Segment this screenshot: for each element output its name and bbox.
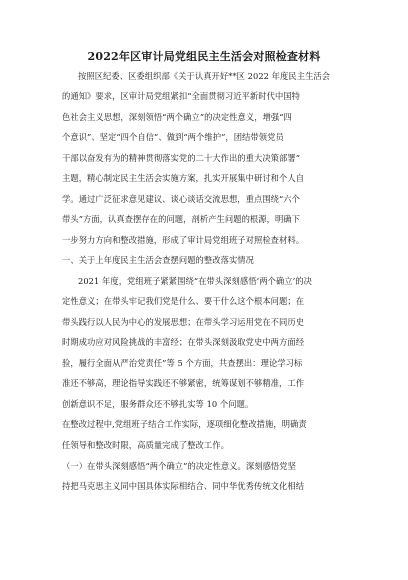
- body-line: 带头践行以人民为中心的发展思想；在带头学习运用党在不同历史: [62, 317, 305, 327]
- body-line: 2021 年度，党组班子紧紧围绕“在带头深刻感悟‘两个确立’的决: [78, 276, 312, 286]
- body-line: 任领导和整改时限，高质量完成了整改工作。: [62, 440, 229, 450]
- body-line: 带头”方面，认真查摆存在的问题，剖析产生问题的根源，明确下: [62, 214, 301, 224]
- body-line: 按照区纪委、区委组织部《关于认真开好**区 2022 年度民主生活会: [78, 71, 331, 81]
- section-heading: 一、关于上年度民主生活会查摆问题的整改落实情况: [62, 255, 254, 265]
- body-line: 在整改过程中,党组班子结合工作实际，逐项细化整改措施，明确责: [62, 419, 307, 429]
- body-line: 主题，精心制定民主生活会实施方案，扎实开展集中研讨和个人自: [62, 173, 305, 183]
- body-line: 持把马克思主义同中国具体实际相结合、同中华优秀传统文化相结: [62, 481, 305, 491]
- subsection-heading: （一）在带头深刻感悟“两个确立”的决定性意义。深刻感悟党坚: [62, 461, 296, 471]
- body-line: 色社会主义思想，深刻领悟“两个确立”的决定性意义，增强“四: [62, 112, 292, 122]
- document-title: 2022年区审计局党组民主生活会对照检查材料: [87, 50, 321, 63]
- body-line: 个意识”、坚定“四个自信”、做到“两个维护”，团结带领党员: [62, 132, 284, 142]
- body-line: 准还不够高，理论指导实践还不够紧密，统筹谋划不够精准，工作: [62, 378, 305, 388]
- body-line: 时期成功应对风险挑战的丰富经；在带头深刻汲取党史中两方面经: [62, 337, 305, 347]
- body-line: 验，履行全面从严治党责任”等 5 个方面，共查摆出：理论学习标: [62, 358, 303, 368]
- body-line: 学。通过广泛征求意见建议、谈心谈话交流思想，重点围绕“六个: [62, 194, 301, 204]
- body-line: 一步努力方向和整改措施，形成了审计局党组班子对照检查材料。: [62, 235, 305, 245]
- body-line: 定性意义；在带头牢记我们党是什么、要干什么这个根本问题；在: [62, 296, 305, 306]
- body-line: 干部以奋发有为的精神贯彻落实党的二十大作出的重大决策部署”: [62, 153, 301, 163]
- body-line: 创新意识不足，服务群众还不够扎实等 10 个问题。: [62, 399, 254, 409]
- body-line: 的通知》要求，区审计局党组紧扣“全面贯彻习近平新时代中国特: [62, 91, 301, 101]
